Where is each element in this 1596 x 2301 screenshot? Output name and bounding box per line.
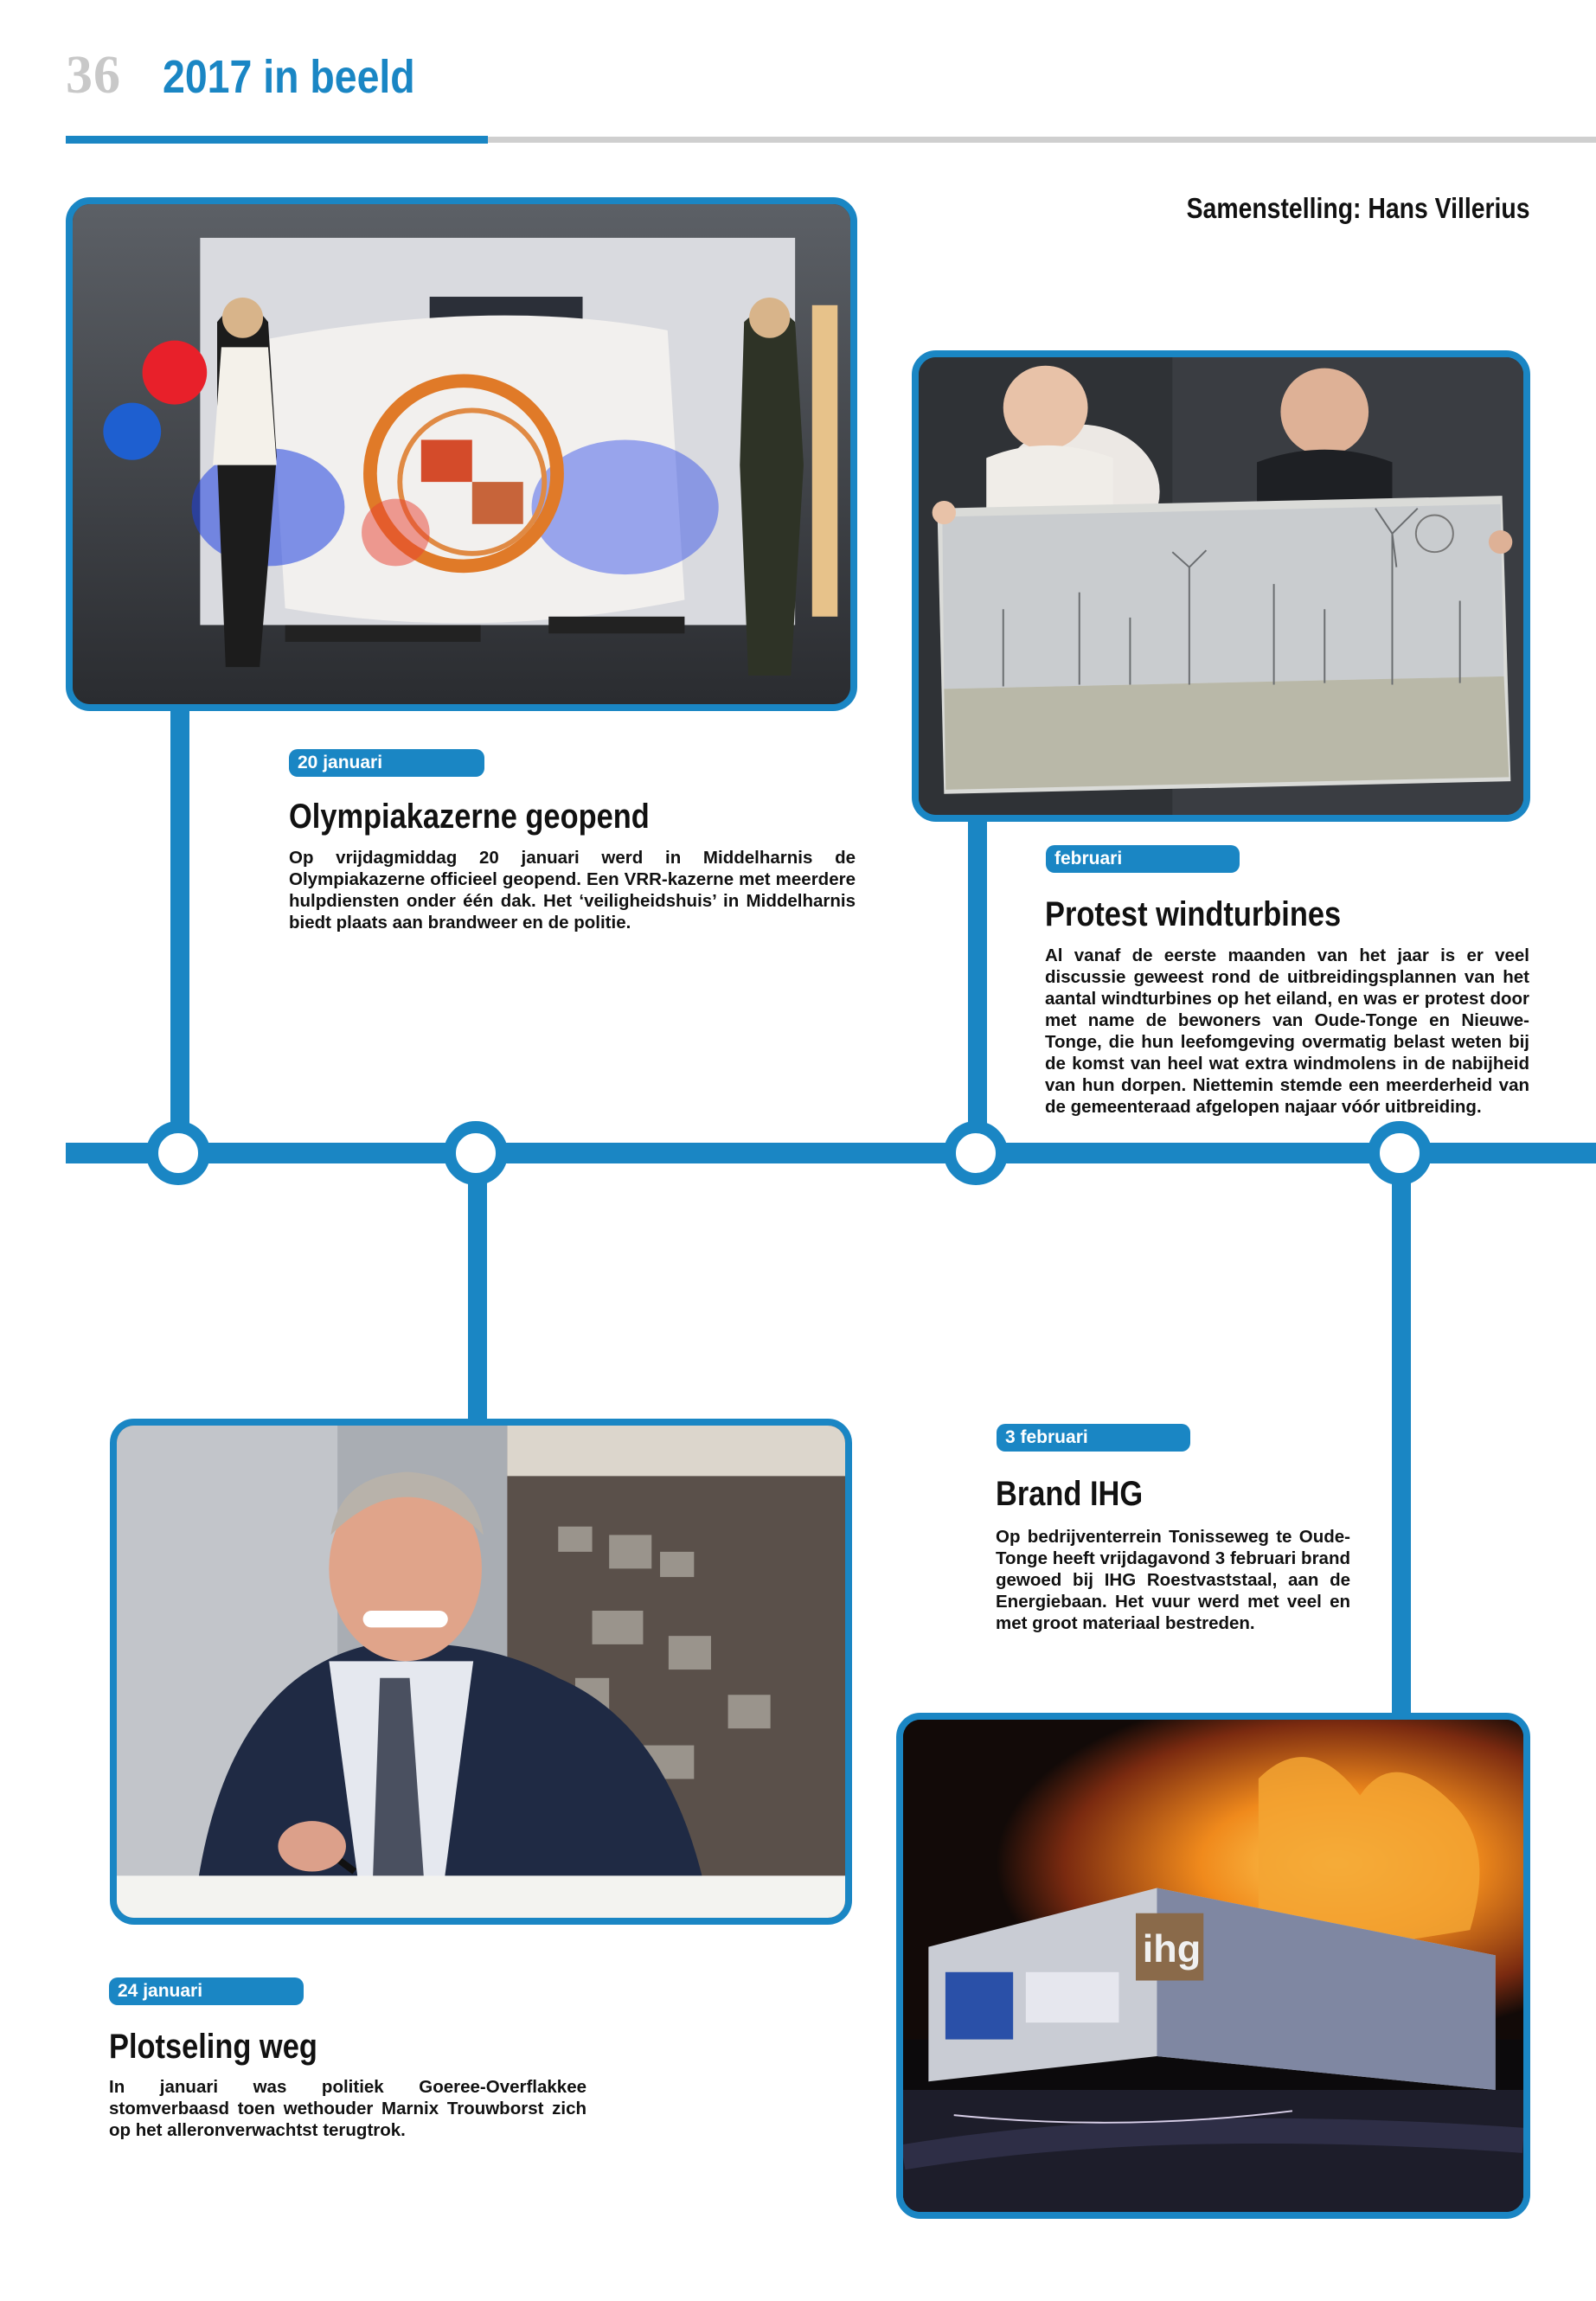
ceremony-unveiling-photo — [66, 197, 857, 711]
timeline-connector-3 — [968, 813, 987, 1133]
signing-official-photo — [110, 1419, 852, 1925]
story-date-badge: 24 januari — [109, 1977, 304, 2005]
timeline-node — [444, 1121, 508, 1185]
story-date-badge: 20 januari — [289, 749, 484, 777]
timeline-node — [1368, 1121, 1432, 1185]
credit-line: Samenstelling: Hans Villerius — [1187, 192, 1530, 224]
page-number: 36 — [66, 46, 121, 105]
story-headline: Protest windturbines — [1045, 895, 1342, 933]
timeline-node — [146, 1121, 210, 1185]
building-fire-photo — [896, 1713, 1530, 2219]
story-headline: Brand IHG — [996, 1475, 1144, 1513]
timeline-connector-1 — [170, 701, 189, 1133]
building-sign-text: ihg — [1142, 1926, 1202, 1971]
story-body: Al vanaf de eerste maanden van het jaar is er veel discussie geweest rond de uitbreidingsplannen van het aantal windturbines op het eiland, en was er protest door met name de bewoners van Oude-Tonge en Nieuwe-Tonge, die hun leefomgeving overmatig belast weten bij de komst van heel wat extra windmolens in de nabijheid van hun dorpen. Niettemin stemde een meerderheid van de gemeenteraad afgelopen najaar vóór uitbreiding. — [1045, 945, 1529, 1117]
story-body: Op vrijdagmiddag 20 januari werd in Middelharnis de Olympiakazerne officieel geopend. Een VRR-kazerne met meerdere hulpdiensten onder één dak. Het ‘veiligheidshuis’ in Middelharnis biedt plaats aan brandweer en de politie. — [289, 848, 856, 933]
story-body: Op bedrijventerrein Tonisseweg te Oude-Tonge heeft vrijdagavond 3 februari brand gewoed bij IHG Roestvaststaal, aan de Energiebaan. Het vuur werd met veel en met groot materiaal bestreden. — [996, 1527, 1350, 1633]
story-body: In januari was politiek Goeree-Overflakkee stomverbaasd toen wethouder Marnix Trouwborst zich op het alleronverwachtst terugtrok. — [109, 2077, 586, 2140]
windturbine-banner-photo — [912, 350, 1530, 822]
timeline-connector-2 — [468, 1172, 487, 1423]
story-headline: Plotseling weg — [109, 2028, 317, 2066]
story-date-badge: februari — [1046, 845, 1240, 873]
timeline-horizontal — [66, 1143, 1596, 1163]
story-headline: Olympiakazerne geopend — [289, 798, 650, 836]
header-rule-accent — [66, 136, 488, 144]
page-title: 2017 in beeld — [163, 51, 415, 103]
timeline-node — [944, 1121, 1008, 1185]
story-date-badge: 3 februari — [997, 1424, 1190, 1452]
timeline-connector-4 — [1392, 1172, 1411, 1717]
header-rule — [488, 137, 1596, 143]
